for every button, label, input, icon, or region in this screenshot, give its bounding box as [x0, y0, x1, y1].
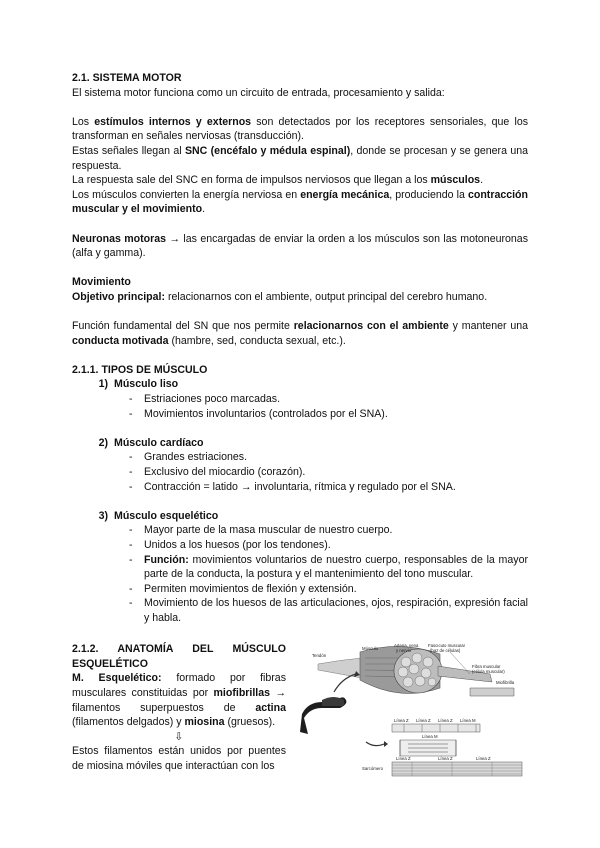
label-tendon: Tendón: [312, 653, 327, 659]
tipo-cardiaco-heading: 2) Músculo cardíaco: [98, 436, 204, 449]
paragraph-objetivo: Objetivo principal: relacionarnos con el ambiente, output principal del cerebro humano.: [72, 290, 488, 303]
tipo-liso-list: [72, 392, 528, 421]
list-item: - Grandes estriaciones.: [72, 450, 528, 465]
list-item: - Mayor parte de la masa muscular de nuestro cuerpo.: [72, 523, 528, 538]
label-linea-z-4: Línea Z: [396, 756, 411, 762]
muscle-anatomy-figure: [300, 644, 528, 780]
label-linea-z-6: Línea Z: [476, 756, 491, 762]
down-arrow-icon: ⇩: [174, 730, 184, 743]
list-item: - Función: movimientos voluntarios de nuestro cuerpo, responsables de la mayor parte de la conducta, la postura y el mantenimiento del tono muscular.: [72, 553, 528, 582]
movimiento-heading: Movimiento: [72, 276, 131, 289]
label-celula-muscular: (célula muscular): [472, 669, 505, 675]
tipo-esqueletico-heading: 3) Músculo esquelético: [98, 509, 219, 522]
paragraph-estimulos: Los estímulos internos y externos son detectados por los receptores sensoriales, que los transforman en señales nerviosas (transducción).: [72, 115, 529, 143]
paragraph-esqueletico: M. Esquelético: formado por fibras musculares constituidas por miofibrillas → filamentos superpuestos de actina (filamentos delgados) y miosina (gruesos).: [72, 672, 286, 729]
paragraph-filamentos: Estos filamentos están unidos por puentes de miosina móviles que interactúan con los: [72, 745, 286, 772]
list-item: - Movimientos involuntarios (controlados por el SNA).: [72, 407, 528, 422]
list-item: - Permiten movimientos de flexión y extensión.: [72, 582, 528, 597]
label-arteria: Arteria, vena: [394, 644, 419, 649]
paragraph-energia: Los músculos convierten la energía nerviosa en energía mecánica, produciendo la contracción muscular y el movimiento.: [72, 188, 528, 216]
intro-paragraph: El sistema motor funciona como un circuito de entrada, procesamiento y salida:: [72, 86, 445, 99]
paragraph-respuesta: La respuesta sale del SNC en forma de impulsos nerviosos que llegan a los músculos.: [72, 174, 484, 187]
list-item: - Unidos a los huesos (por los tendones).: [72, 538, 528, 553]
list-item: - Estriaciones poco marcadas.: [72, 392, 528, 407]
label-linea-z-1: Línea Z: [394, 718, 409, 724]
paragraph-funcion-sn: Función fundamental del SN que nos permite relacionarnos con el ambiente y mantener una conducta motivada (hambre, sed, conducta sexual, etc.).: [72, 320, 529, 347]
label-linea-m-top: Línea M: [460, 718, 476, 724]
section-heading-anatomia: 2.1.2. ANATOMÍA DEL MÚSCULO ESQUELÉTICO: [72, 643, 286, 670]
list-item: - Exclusivo del miocardio (corazón).: [72, 465, 528, 480]
tipo-cardiaco-list: [72, 450, 528, 494]
anatomia-text: [72, 642, 286, 780]
label-haz-celulas: (haz de células): [430, 648, 461, 654]
tipo-liso-heading: 1) Músculo liso: [98, 378, 179, 391]
tipo-esqueletico-list: [72, 523, 528, 625]
section-heading-sistema-motor: 2.1. SISTEMA MOTOR: [72, 72, 182, 84]
list-item: - Movimiento de los huesos de las articulaciones, ojos, respiración, expresión facial y habla.: [72, 596, 528, 625]
paragraph-snc: Estas señales llegan al SNC (encéfalo y médula espinal), donde se procesan y se genera una respuesta.: [72, 144, 528, 172]
label-fasciculo: Fascículo muscular: [428, 644, 466, 649]
label-linea-z-2: Línea Z: [416, 718, 431, 724]
section-heading-tipos: 2.1.1. TIPOS DE MÚSCULO: [72, 363, 208, 376]
label-linea-z-5: Línea Z: [438, 756, 453, 762]
anatomia-section: [72, 642, 528, 780]
label-musculo: Músculo: [362, 646, 379, 652]
label-linea-z-3: Línea Z: [438, 718, 453, 724]
document-page: [72, 71, 528, 780]
label-fibra: Fibra muscular: [472, 664, 501, 670]
label-y-nervio: y nervio: [396, 648, 412, 654]
paragraph-neuronas-motoras: Neuronas motoras → las encargadas de enviar la orden a los músculos son las motoneuronas (alfa y gamma).: [72, 232, 528, 260]
list-item: - Contracción = latido → involuntaria, rítmica y regulado por el SNA.: [72, 480, 528, 495]
label-sarcomero: Sarcómero: [362, 766, 384, 772]
label-linea-m-mid: Línea M: [422, 734, 438, 740]
label-miofibrilla: Miofibrilla: [496, 680, 515, 686]
